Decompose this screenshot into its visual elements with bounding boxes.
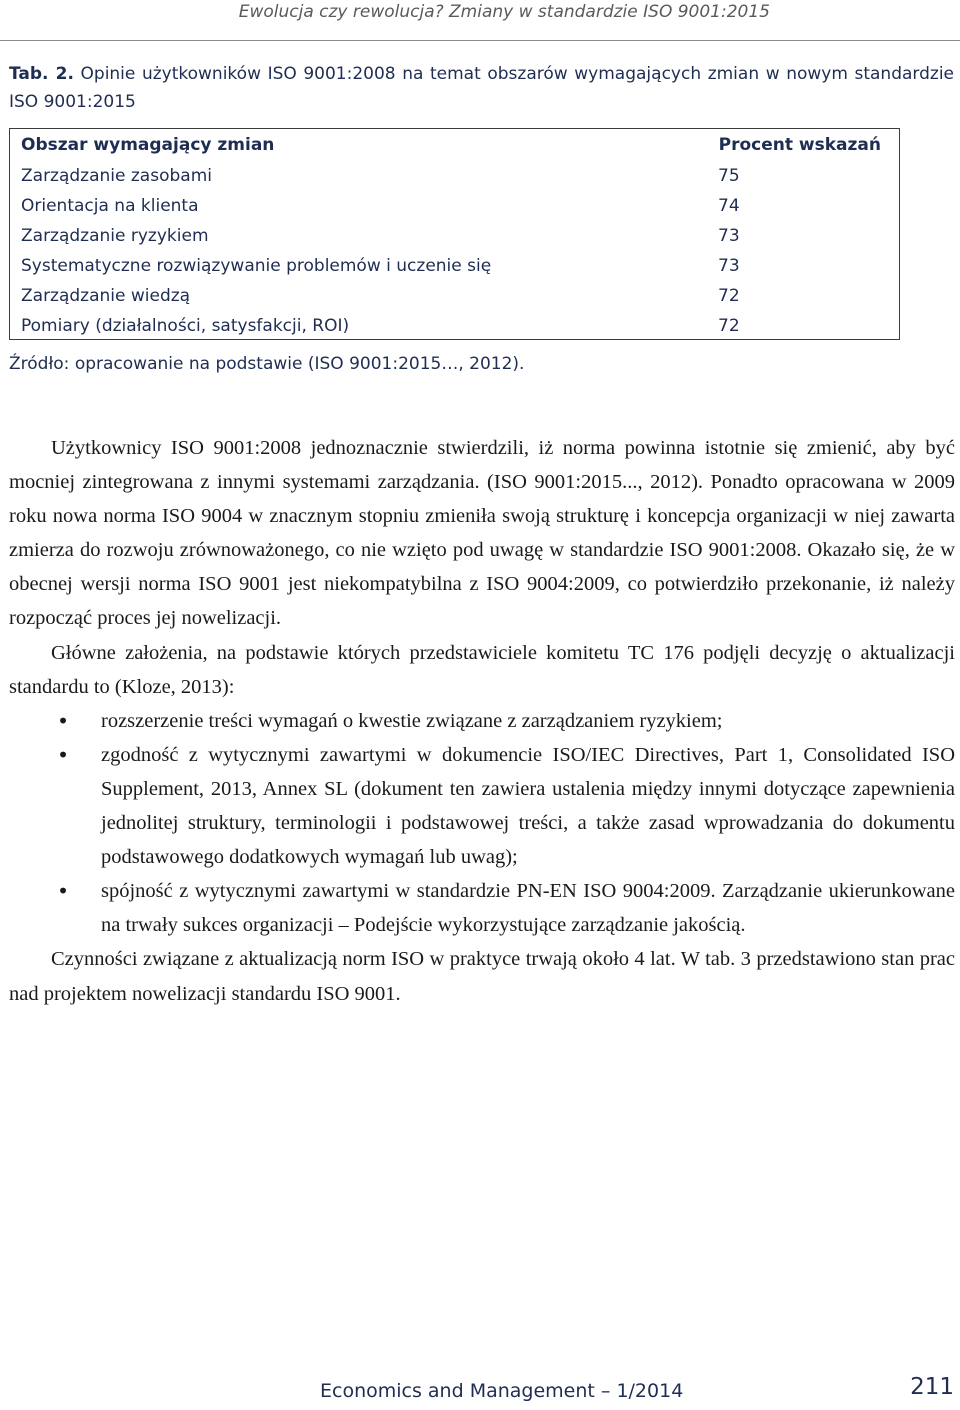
page-number: 211 [910,1374,954,1400]
journal-name: Economics and Management – 1/2014 [320,1380,684,1402]
table-row [10,221,899,251]
list-item [9,738,955,874]
running-header [0,0,960,41]
table-source-note: Źródło: opracowanie na podstawie (ISO 9001:2015…, 2012). [9,354,525,374]
list-item-text: zgodność z wytycznymi zawartymi w dokumencie ISO/IEC Directives, Part 1, Consolidated ISO Supplement, 2013, Annex SL (dokument ten zawiera ustalenia między innymi dotyczące zapewnienia jednolitej struktury, terminologii i podstawowej treści, a także zasad wprowadzania do dokumentu podstawowego dodatkowych wymagań lub uwag); [101,743,955,869]
list-item [9,704,955,738]
table-header-row [10,129,899,161]
column-header-percent: Procent wskazań [718,135,881,155]
row-percent: 74 [718,196,740,216]
row-percent: 75 [718,166,740,186]
list-item-text: spójność z wytycznymi zawartymi w standardzie PN-EN ISO 9004:2009. Zarządzanie ukierunkowane na trwały sukces organizacji – Podejście wykorzystujące zarządzanie jakością. [101,880,955,937]
data-table [9,128,900,340]
table-row [10,281,899,311]
row-area: Orientacja na klienta [21,196,199,216]
row-area: Zarządzanie zasobami [21,166,212,186]
table-row [10,191,899,221]
body-paragraph: Użytkownicy ISO 9001:2008 jednoznacznie stwierdzili, iż norma powinna istotnie się zmienić, aby być mocniej zintegrowana z innymi systemami zarządzania. (ISO 9001:2015..., 2012). Ponadto opracowana w 2009 roku nowa norma ISO 9004 w znacznym stopniu zmieniła swoją strukturę i koncepcja organizacji w niej zawarta zmierza do rozwoju zrównoważonego, co nie wzięto pod uwagę w standardzie ISO 9001:2008. Okazało się, że w obecnej wersji norma ISO 9001 jest niekompatybilna z ISO 9004:2009, co potwierdziło przekonanie, iż należy rozpocząć proces jej nowelizacji. [9,437,955,630]
bullet-icon: • [56,742,70,767]
row-percent: 72 [718,316,740,336]
running-title: Ewolucja czy rewolucja? Zmiany w standardzie ISO 9001:2015 [238,2,770,22]
row-area: Zarządzanie wiedzą [21,286,191,306]
column-header-area: Obszar wymagający zmian [21,135,275,155]
table-caption [9,60,954,116]
row-area: Zarządzanie ryzykiem [21,226,209,246]
bullet-icon: • [56,879,70,904]
row-area: Systematyczne rozwiązywanie problemów i uczenie się [21,256,492,276]
body-text [9,431,955,1011]
row-percent: 72 [718,286,740,306]
bullet-list [9,704,955,943]
row-area: Pomiary (działalności, satysfakcji, ROI) [21,316,350,336]
table-row [10,311,899,341]
bullet-icon: • [56,708,70,733]
list-item [9,874,955,942]
table-row [10,251,899,281]
list-item-text: rozszerzenie treści wymagań o kwestie związane z zarządzaniem ryzykiem; [101,709,723,732]
row-percent: 73 [718,226,740,246]
row-percent: 73 [718,256,740,276]
table-row [10,161,899,191]
table-caption-text: Opinie użytkowników ISO 9001:2008 na temat obszarów wymagających zmian w nowym standardzie ISO 9001:2015 [9,64,955,112]
table-label: Tab. 2. [9,64,74,84]
body-paragraph: Czynności związane z aktualizacją norm ISO w praktyce trwają około 4 lat. W tab. 3 przedstawiono stan prac nad projektem nowelizacji standardu ISO 9001. [9,948,955,1005]
body-paragraph: Główne założenia, na podstawie których przedstawiciele komitetu TC 176 podjęli decyzję o aktualizacji standardu to (Kloze, 2013): [9,641,955,698]
